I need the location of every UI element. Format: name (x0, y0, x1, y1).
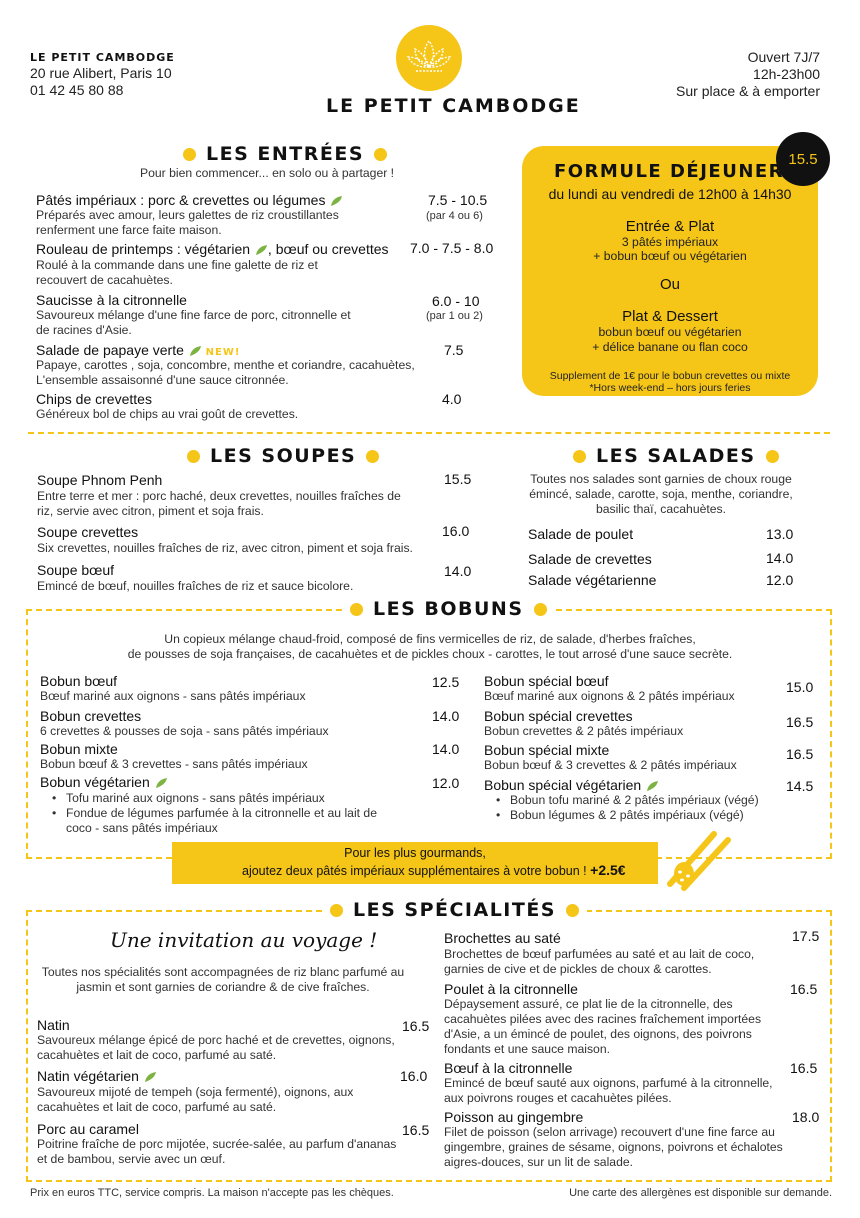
extra-text: ajoutez deux pâtés impériaux supplémentaires à votre bobun ! (242, 864, 587, 878)
specialite-price: 18.0 (792, 1109, 820, 1125)
entree-desc: Savoureux mélange d'une fine farce de porc, citronnelle et de racines d'Asie. (36, 308, 351, 337)
formule-days: du lundi au vendredi de 12h00 à 14h30 (548, 186, 792, 202)
entree-desc: Papaye, carottes , soja, concombre, menthe et coriandre, cacahuètes, L'ensemble assaisonné d'une sauce citronnée. (36, 358, 415, 387)
specialite-name: Natin végétarien (37, 1068, 157, 1084)
specialite-name: Bœuf à la citronnelle (444, 1060, 573, 1076)
specialite-desc: Emincé de bœuf sauté aux oignons, parfumé à la citronnelle, aux poivrons rouges et cacahuètes pilées. (444, 1076, 773, 1105)
specialite-price: 17.5 (792, 928, 820, 944)
bobun-name: Bobun végétarien (40, 774, 168, 790)
bobun-desc: 6 crevettes & pousses de soja - sans pâtés impériaux (40, 724, 329, 738)
specialites-intro: Toutes nos spécialités sont accompagnées de riz blanc parfumé au jasmin et sont garnies de coriandre & de cive fraîches. (41, 965, 405, 994)
dot-icon (183, 148, 196, 161)
soupes-heading (187, 445, 379, 467)
specialites-tagline: Une invitation au voyage ! (110, 928, 378, 952)
entree-price: 7.0 - 7.5 - 8.0 (410, 240, 494, 256)
dot-icon (573, 450, 586, 463)
specialite-name: Poisson au gingembre (444, 1109, 584, 1125)
specialite-price: 16.5 (402, 1018, 430, 1034)
bobun-options-list (40, 791, 380, 836)
dot-icon (534, 603, 547, 616)
bobun-name: Bobun mixte (40, 741, 118, 757)
specialite-desc: Filet de poisson (selon arrivage) recouvert d'une fine farce au gingembre, graines de sésame, oignons, poivrons et échalotes aigres-douces, sur un lit de salade. (444, 1125, 783, 1169)
specialite-name: Porc au caramel (37, 1121, 139, 1137)
entrees-subtitle: Pour bien commencer... en solo ou à partager ! (140, 166, 395, 180)
bobuns-intro-line1: Un copieux mélange chaud-froid, composé de fins vermicelles de riz, de salade, d'herbes fraîches, (164, 632, 696, 646)
hours-days: Ouvert 7J/7 (747, 49, 820, 65)
chopsticks-spring-roll-icon (662, 828, 734, 892)
dot-icon (350, 603, 363, 616)
formule-title: FORMULE DÉJEUNER (553, 161, 785, 182)
entree-price: 6.0 - 10 (432, 293, 480, 309)
leaf-icon (254, 244, 268, 256)
extra-line1: Pour les plus gourmands, (344, 846, 486, 860)
lotus-logo-icon (396, 25, 462, 91)
leaf-icon (645, 780, 659, 792)
salade-price: 14.0 (766, 550, 794, 566)
leaf-icon (143, 1071, 157, 1083)
formule-price: 15.5 (788, 150, 818, 168)
salade-name: Salade végétarienne (528, 572, 657, 588)
salade-name: Salade de poulet (528, 526, 634, 542)
entree-name: Chips de crevettes (36, 391, 152, 407)
dot-icon (366, 450, 379, 463)
entree-name: Pâtés impériaux : porc & crevettes ou légumes (36, 192, 343, 208)
soupes-title: LES SOUPES (210, 445, 357, 467)
formule-option1-title: Entrée & Plat (625, 218, 715, 235)
entree-desc: Roulé à la commande dans une fine galette de riz et recouvert de cacahuètes. (36, 258, 318, 287)
leaf-icon (329, 195, 343, 207)
entrees-title: LES ENTRÉES (206, 143, 364, 165)
phone: 01 42 45 80 88 (30, 82, 124, 98)
specialite-desc: Poitrine fraîche de porc mijotée, sucrée-salée, au parfum d'ananas et de bambou, servie avec un œuf. (37, 1137, 397, 1166)
formule-option2-title: Plat & Dessert (622, 308, 718, 325)
soupe-price: 14.0 (444, 563, 472, 579)
soupe-desc: Six crevettes, nouilles fraîches de riz, avec citron, piment et soja frais. (37, 541, 413, 555)
specialite-price: 16.0 (400, 1068, 428, 1084)
bobuns-title: LES BOBUNS (373, 598, 524, 620)
hours-service: Sur place & à emporter (676, 83, 820, 99)
salades-desc: Toutes nos salades sont garnies de choux rouge émincé, salade, carotte, soja, menthe, coriandre, basilic thaï, cacahuètes. (529, 472, 793, 516)
bobun-name: Bobun spécial crevettes (484, 708, 633, 724)
soupe-name: Soupe bœuf (37, 562, 115, 578)
entree-desc: Préparés avec amour, leurs galettes de riz croustillantes renferment une farce faite maison. (36, 208, 339, 237)
entree-name: Salade de papaye verte NEW! (36, 342, 241, 358)
bobun-price: 16.5 (786, 746, 814, 762)
leaf-icon (154, 777, 168, 789)
salade-price: 12.0 (766, 572, 794, 588)
dot-icon (566, 904, 579, 917)
specialites-heading (322, 899, 587, 921)
dot-icon (330, 904, 343, 917)
address: 20 rue Alibert, Paris 10 (30, 65, 172, 81)
dot-icon (374, 148, 387, 161)
formule-option2-line1: bobun bœuf ou végétarien (598, 325, 742, 339)
entree-desc: Généreux bol de chips au vrai goût de crevettes. (36, 407, 299, 421)
soupe-price: 16.0 (442, 523, 470, 539)
entree-price-note: (par 4 ou 6) (426, 210, 483, 222)
extra-price: +2.5€ (590, 862, 626, 878)
formule-box (522, 146, 818, 396)
soupe-price: 15.5 (444, 471, 472, 487)
bobun-desc: Bœuf mariné aux oignons & 2 pâtés impériaux (484, 689, 735, 703)
bobun-name: Bobun spécial végétarien (484, 777, 659, 793)
salades-title: LES SALADES (596, 445, 756, 467)
specialite-desc: Savoureux mijoté de tempeh (soja fermenté), oignons, aux cacahuètes et lait de coco, parfumé au saté. (37, 1085, 354, 1114)
list-item: • Bobun légumes & 2 pâtés impériaux (végé) (484, 808, 804, 823)
bobuns-intro-line2: de pousses de soja françaises, de cacahuètes et de pickles choux - carottes, le tout arrosé d'une sauce secrète. (127, 647, 733, 661)
bobun-price: 12.5 (432, 674, 460, 690)
bobun-options-list (484, 793, 804, 823)
formule-or: Ou (659, 276, 680, 293)
soupe-desc: Entre terre et mer : porc haché, deux crevettes, nouilles fraîches de riz, servie avec citron, piment et soja frais. (37, 489, 401, 518)
new-badge: NEW! (205, 347, 241, 358)
specialite-desc: Dépaysement assuré, ce plat lie de la citronnelle, des cacahuètes pilées avec des racines fraîchement importées d'Asie, a un émincé de poulet, des oignons, des poivrons fondants et une sauce maison. (444, 997, 762, 1056)
list-item: • Bobun tofu mariné & 2 pâtés impériaux (végé) (484, 793, 804, 808)
footer-right: Une carte des allergènes est disponible sur demande. (569, 1187, 832, 1199)
specialites-title: LES SPÉCIALITÉS (353, 899, 556, 921)
opening-hours (676, 49, 820, 100)
entrees-heading (183, 143, 387, 165)
bobun-name: Bobun spécial mixte (484, 742, 610, 758)
extra-line2 (242, 862, 626, 878)
bobun-desc: Bobun bœuf & 3 crevettes - sans pâtés impériaux (40, 757, 308, 771)
bobun-price: 14.5 (786, 778, 814, 794)
specialite-desc: Savoureux mélange épicé de porc haché et de crevettes, oignons, cacahuètes et lait de coco, parfumé au saté. (37, 1033, 395, 1062)
specialite-name: Natin (37, 1017, 70, 1033)
entree-price-note: (par 1 ou 2) (426, 310, 483, 322)
entree-price: 7.5 (444, 342, 464, 358)
bobun-name: Bobun bœuf (40, 673, 118, 689)
entree-price: 7.5 - 10.5 (428, 192, 488, 208)
specialite-price: 16.5 (402, 1122, 430, 1138)
formule-note1: Supplement de 1€ pour le bobun crevettes ou mixte (549, 370, 791, 382)
leaf-icon (188, 345, 202, 357)
formule-option1-line2: + bobun bœuf ou végétarien (593, 249, 747, 263)
section-divider (28, 432, 830, 434)
bobun-price: 12.0 (432, 775, 460, 791)
specialite-name: Poulet à la citronnelle (444, 981, 578, 997)
soupe-desc: Emincé de bœuf, nouilles fraîches de riz et sauce bicolore. (37, 579, 354, 593)
soupe-name: Soupe Phnom Penh (37, 472, 163, 488)
salade-price: 13.0 (766, 526, 794, 542)
bobuns-heading (342, 598, 555, 620)
page-title: LE PETIT CAMBODGE (326, 95, 581, 117)
specialite-price: 16.5 (790, 1060, 818, 1076)
bobun-price: 14.0 (432, 708, 460, 724)
entree-name: Rouleau de printemps : végétarien , bœuf ou crevettes (36, 241, 389, 257)
soupe-name: Soupe crevettes (37, 524, 139, 540)
specialite-name: Brochettes au saté (444, 930, 561, 946)
list-item: • Tofu mariné aux oignons - sans pâtés impériaux (40, 791, 380, 806)
bobun-desc: Bobun crevettes & 2 pâtés impériaux (484, 724, 684, 738)
salades-heading (573, 445, 779, 467)
bobun-price: 14.0 (432, 741, 460, 757)
bobun-name: Bobun crevettes (40, 708, 142, 724)
bobun-price: 16.5 (786, 714, 814, 730)
specialite-desc: Brochettes de bœuf parfumées au saté et au lait de coco, garnies de cive et de pickles de choux & carottes. (444, 947, 755, 976)
formule-option1-line1: 3 pâtés impériaux (621, 235, 719, 249)
dot-icon (187, 450, 200, 463)
footer-left: Prix en euros TTC, service compris. La maison n'accepte pas les chèques. (30, 1187, 394, 1199)
formule-note2: *Hors week-end – hors jours feries (589, 382, 751, 394)
bobun-desc: Bœuf mariné aux oignons - sans pâtés impériaux (40, 689, 306, 703)
dot-icon (766, 450, 779, 463)
restaurant-name-small: LE PETIT CAMBODGE (30, 51, 175, 64)
bobun-price: 15.0 (786, 679, 814, 695)
entree-price: 4.0 (442, 391, 462, 407)
salade-name: Salade de crevettes (528, 551, 652, 567)
entree-name: Saucisse à la citronnelle (36, 292, 187, 308)
bobun-desc: Bobun bœuf & 3 crevettes & 2 pâtés impériaux (484, 758, 737, 772)
formule-option2-line2: + délice banane ou flan coco (592, 340, 748, 354)
bobun-name: Bobun spécial bœuf (484, 673, 609, 689)
specialite-price: 16.5 (790, 981, 818, 997)
list-item: • Fondue de légumes parfumée à la citronnelle et au lait de coco - sans pâtés impériaux (40, 806, 380, 836)
hours-time: 12h-23h00 (753, 66, 820, 82)
